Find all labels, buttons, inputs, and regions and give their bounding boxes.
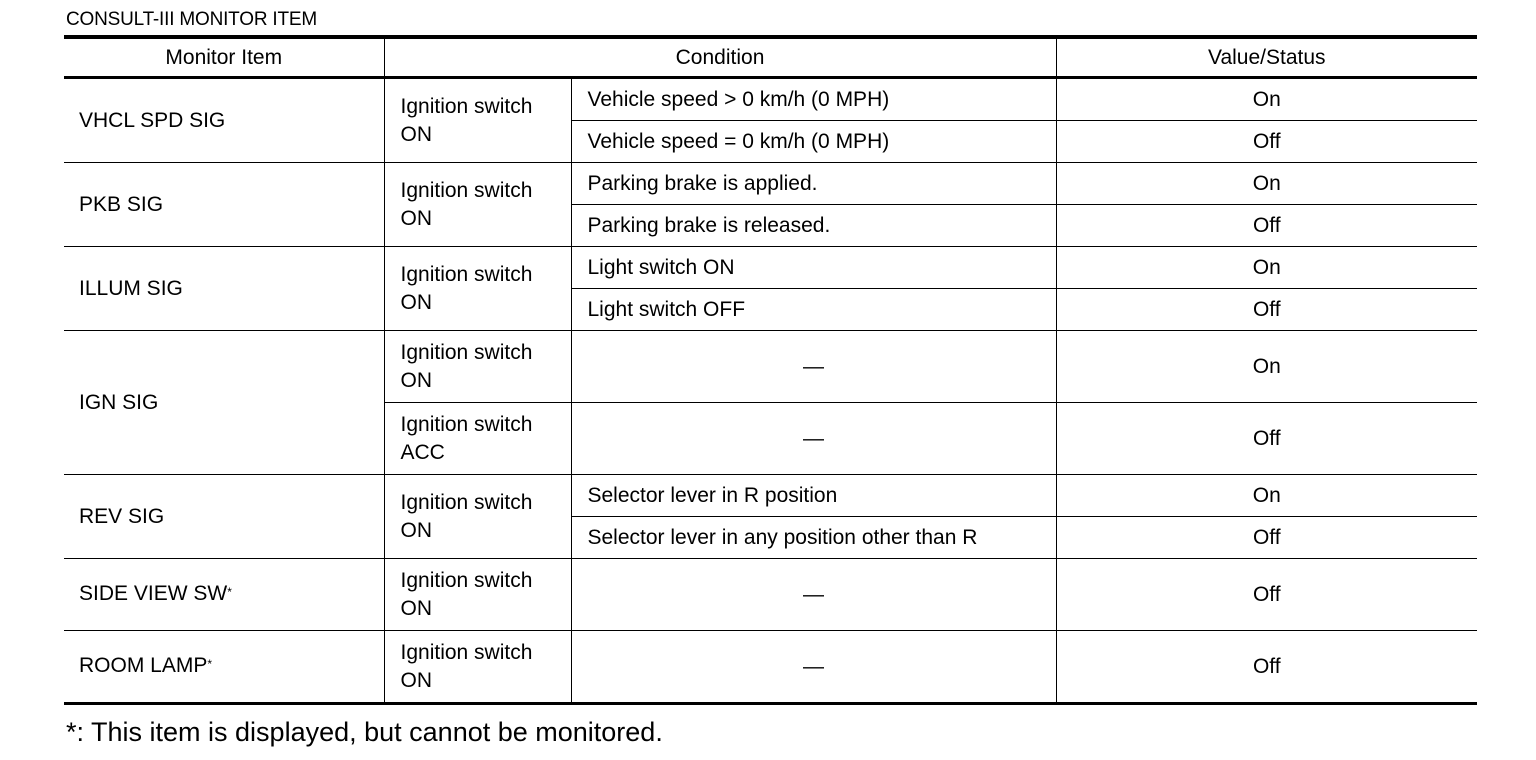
value-cell: Off [1056, 205, 1477, 247]
condition-cell: — [571, 331, 1056, 403]
value-cell: On [1056, 78, 1477, 121]
header-value-status: Value/Status [1056, 37, 1477, 78]
table-row [64, 631, 1477, 704]
value-cell: Off [1056, 517, 1477, 559]
table-header-row [64, 37, 1477, 78]
monitor-item-cell: VHCL SPD SIG [64, 78, 384, 163]
ignition-condition-cell: Ignition switch ON [384, 247, 571, 331]
condition-cell: Selector lever in R position [571, 475, 1056, 517]
value-cell: Off [1056, 403, 1477, 475]
value-cell: Off [1056, 559, 1477, 631]
condition-cell: — [571, 631, 1056, 704]
document-title: CONSULT-III MONITOR ITEM [66, 9, 318, 30]
ignition-condition-cell: Ignition switch ON [384, 475, 571, 559]
monitor-item-cell: ILLUM SIG [64, 247, 384, 331]
value-cell: Off [1056, 289, 1477, 331]
monitor-item-cell: ROOM LAMP* [79, 653, 213, 677]
ignition-condition-cell: Ignition switch ON [384, 331, 571, 403]
footnote-mark: * [227, 584, 232, 599]
ignition-condition-cell: Ignition switch ACC [384, 403, 571, 475]
value-cell: On [1056, 163, 1477, 205]
table-row [64, 475, 1477, 517]
condition-cell: — [571, 559, 1056, 631]
monitor-item-cell: IGN SIG [64, 331, 384, 475]
condition-cell: Vehicle speed = 0 km/h (0 MPH) [571, 121, 1056, 163]
ignition-condition-cell: Ignition switch ON [384, 78, 571, 163]
value-cell: On [1056, 247, 1477, 289]
ignition-condition-cell: Ignition switch ON [384, 559, 571, 631]
table-row [64, 163, 1477, 205]
value-cell: On [1056, 475, 1477, 517]
condition-cell: — [571, 403, 1056, 475]
ignition-condition-cell: Ignition switch ON [384, 163, 571, 247]
condition-cell: Parking brake is released. [571, 205, 1056, 247]
condition-cell: Parking brake is applied. [571, 163, 1056, 205]
monitor-item-cell: REV SIG [64, 475, 384, 559]
ignition-condition-cell: Ignition switch ON [384, 631, 571, 704]
table-row [64, 559, 1477, 631]
table-row [64, 78, 1477, 121]
condition-cell: Light switch OFF [571, 289, 1056, 331]
footnote-mark: * [207, 656, 213, 671]
value-cell: On [1056, 331, 1477, 403]
value-cell: Off [1056, 121, 1477, 163]
footnote: *: This item is displayed, but cannot be monitored. [66, 717, 663, 747]
header-condition: Condition [384, 37, 1056, 78]
condition-cell: Light switch ON [571, 247, 1056, 289]
condition-cell: Vehicle speed > 0 km/h (0 MPH) [571, 78, 1056, 121]
table-row [64, 331, 1477, 403]
table-row [64, 247, 1477, 289]
value-cell: Off [1056, 631, 1477, 704]
monitor-item-cell: SIDE VIEW SW* [64, 559, 384, 631]
monitor-item-cell: PKB SIG [64, 163, 384, 247]
condition-cell: Selector lever in any position other than R [571, 517, 1056, 559]
header-monitor-item: Monitor Item [165, 45, 283, 69]
monitor-item-table [64, 35, 1477, 705]
